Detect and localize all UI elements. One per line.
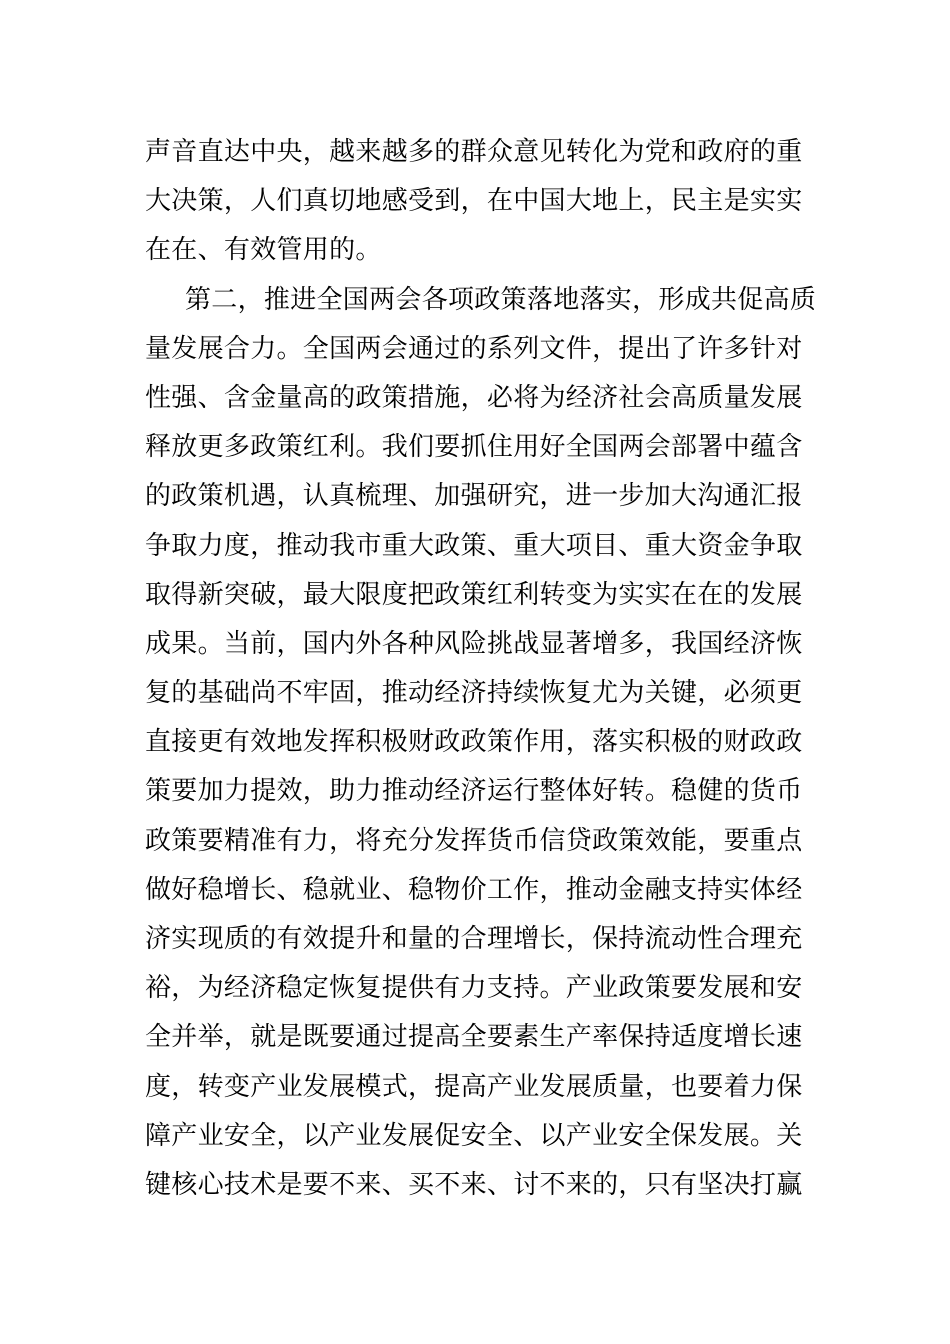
text-line: 策要加力提效，助力推动经济运行整体好转。稳健的货币 [145,776,803,807]
text-line: 性强、含金量高的政策措施，必将为经济社会高质量发展 [145,382,803,413]
paragraph-first-line: 第二，推进全国两会各项政策落地落实，形成共促高质 [185,284,817,315]
text-line: 度，转变产业发展模式，提高产业发展质量，也要着力保 [145,1071,803,1102]
text-line: 全并举，就是既要通过提高全要素生产率保持适度增长速 [145,1022,803,1053]
text-line: 做好稳增长、稳就业、稳物价工作，推动金融支持实体经 [145,874,803,905]
text-line: 在在、有效管用的。 [145,235,382,266]
text-line: 的政策机遇，认真梳理、加强研究，进一步加大沟通汇报 [145,481,803,512]
text-line: 成果。当前，国内外各种风险挑战显著增多，我国经济恢 [145,628,803,659]
text-line: 争取力度，推动我市重大政策、重大项目、重大资金争取 [145,530,803,561]
text-line: 释放更多政策红利。我们要抓住用好全国两会部署中蕴含 [145,432,803,463]
text-line: 取得新突破，最大限度把政策红利转变为实实在在的发展 [145,579,803,610]
text-line: 裕，为经济稳定恢复提供有力支持。产业政策要发展和安 [145,973,803,1004]
text-line: 济实现质的有效提升和量的合理增长，保持流动性合理充 [145,924,803,954]
text-line: 复的基础尚不牢固，推动经济持续恢复尤为关键，必须更 [145,678,803,709]
text-line: 键核心技术是要不来、买不来、讨不来的，只有坚决打赢 [145,1169,803,1200]
text-line: 量发展合力。全国两会通过的系列文件，提出了许多针对 [145,333,803,364]
text-line: 障产业安全，以产业发展促安全、以产业安全保发展。关 [145,1120,803,1151]
text-line: 声音直达中央，越来越多的群众意见转化为党和政府的重 [145,137,803,167]
body-text [145,128,817,1210]
text-line: 大决策，人们真切地感受到，在中国大地上，民主是实实 [145,186,803,217]
text-line: 直接更有效地发挥积极财政政策作用，落实积极的财政政 [145,727,803,758]
text-line: 政策要精准有力，将充分发挥货币信贷政策效能，要重点 [145,825,803,856]
